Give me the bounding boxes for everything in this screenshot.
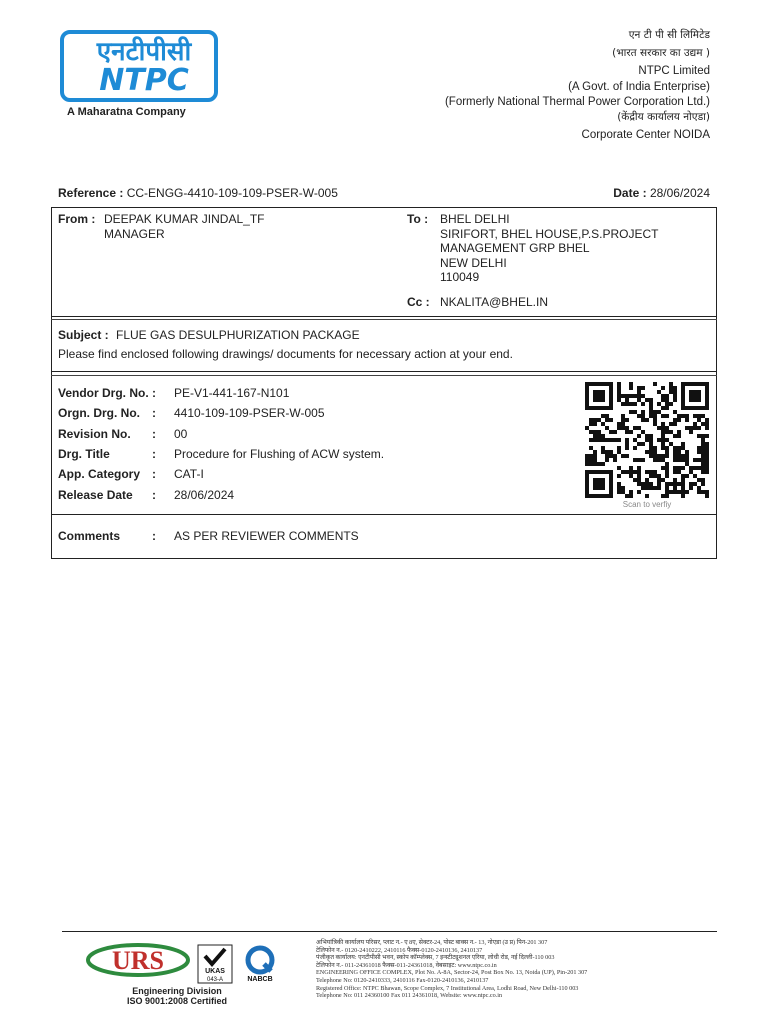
iso-certification: ISO 9001:2008 Certified	[126, 996, 228, 1006]
date	[613, 186, 710, 201]
detail-label: App. Category	[58, 467, 141, 481]
from-designation: MANAGER	[104, 227, 165, 241]
ukas-number: 043-A	[206, 977, 224, 983]
address-line: Corporate Center NOIDA	[581, 129, 710, 142]
address-line: NTPC Limited	[638, 65, 710, 78]
detail-label: Revision No.	[58, 427, 131, 441]
from-label: From :	[58, 212, 96, 226]
reference-label: Reference :	[58, 186, 124, 200]
address-line: (केंद्रीय कार्यालय नोएडा)	[617, 111, 710, 124]
from-name: DEEPAK KUMAR JINDAL_TF	[104, 212, 265, 226]
detail-separator: :	[152, 447, 156, 461]
divider	[51, 375, 717, 376]
to-label: To :	[407, 212, 429, 226]
qr-modules	[585, 382, 709, 498]
divider	[51, 319, 717, 320]
footer-line: Telephone No: 011 24360100 Fax 011 24361018, Website: www.ntpc.co.in	[316, 992, 503, 1000]
detail-separator: :	[152, 406, 156, 420]
urs-logo	[84, 940, 192, 980]
footer-line: Registered Office: NTPC Bhawan, Scope Complex, 7 Institutional Area, Lodhi Road, New Delhi-110 003	[316, 984, 579, 992]
detail-value: CAT-I	[174, 467, 204, 481]
reference-value: CC-ENGG-4410-109-109-PSER-W-005	[126, 186, 338, 200]
address-line: (A Govt. of India Enterprise)	[568, 80, 710, 93]
footer-line: टेलिफोन न.- 011-24361018 फैक्स-011-24361018, वेबसाइट: www.ntpc.co.in	[316, 961, 497, 969]
to-line: NEW DELHI	[440, 256, 507, 270]
subject-message: Please find enclosed following drawings/ documents for necessary action at your end.	[58, 347, 513, 361]
ukas-text: UKAS	[205, 968, 225, 975]
comments-separator: :	[152, 529, 156, 543]
subject-label: Subject :	[58, 328, 109, 342]
footer-line: टेलिफोन न.- 0120-2410222, 2410116 फैक्स-0120-2410136, 2410137	[316, 946, 483, 954]
address-line: एन टी पी सी लिमिटेड	[628, 29, 710, 41]
logo-english-text: NTPC	[99, 63, 189, 98]
nabcb-text: NABCB	[247, 976, 273, 983]
logo-hindi-text: एनटीपीसी	[96, 37, 192, 67]
address-line: (भारत सरकार का उद्यम )	[612, 47, 710, 60]
engineering-division: Engineering Division	[132, 986, 222, 996]
footer-line: अभियांत्रिकी कार्यालय परिसर, प्लाट न.- ए 8ए, सेक्टर-24, पोस्ट बाक्स न.- 13, नोएडा (उ प्र) पिन-201 307	[316, 939, 548, 946]
to-line: BHEL DELHI	[440, 212, 510, 226]
detail-value: 4410-109-109-PSER-W-005	[174, 406, 325, 420]
to-line: MANAGEMENT GRP BHEL	[440, 241, 590, 255]
ntpc-logo	[60, 30, 218, 102]
date-label: Date :	[613, 186, 647, 200]
date-value: 28/06/2024	[649, 186, 710, 200]
qr-caption: Scan to verfiy	[622, 500, 672, 509]
detail-value: 28/06/2024	[174, 488, 235, 502]
footer-line: पंजीकृत कार्यालय: एनटीपीसी भवन, स्कोप कॉम्प्लेक्स, 7 इन्स्टीट्यूशनल एरिया, लोधी रोड, नई दिल्ली-110 003	[316, 954, 555, 962]
footer-address	[316, 939, 587, 1000]
logo-tagline: A Maharatna Company	[67, 106, 186, 118]
detail-label: Drg. Title	[58, 447, 110, 461]
urs-logo-text: URS	[111, 946, 165, 975]
comments-label: Comments	[58, 529, 121, 543]
qr-code	[585, 382, 709, 498]
to-line: SIRIFORT, BHEL HOUSE,P.S.PROJECT	[440, 227, 659, 241]
detail-label: Vendor Drg. No. :	[58, 386, 157, 400]
detail-label: Release Date	[58, 488, 133, 502]
detail-label: Orgn. Drg. No.	[58, 406, 140, 420]
reference	[58, 186, 338, 201]
detail-value: Procedure for Flushing of ACW system.	[174, 447, 385, 461]
detail-separator: :	[152, 488, 156, 502]
subject-value: FLUE GAS DESULPHURIZATION PACKAGE	[116, 328, 360, 342]
nabcb-certification-mark	[240, 944, 280, 984]
footer-line: ENGINEERING OFFICE COMPLEX, Plot No. A-8A, Sector-24, Post Box No. 13, Noida (UP), Pin-201 307	[316, 969, 588, 977]
ukas-certification-mark	[197, 944, 233, 984]
divider	[51, 371, 717, 372]
footer-divider	[62, 931, 717, 932]
detail-separator: :	[152, 467, 156, 481]
footer-certification	[122, 986, 232, 1006]
address-line: (Formerly National Thermal Power Corporation Ltd.)	[444, 95, 710, 108]
footer-line: Telephone No: 0120-2410333, 2410116 Fax-0120-2410136, 2410137	[316, 976, 489, 984]
detail-separator: :	[152, 427, 156, 441]
cc-value: NKALITA@BHEL.IN	[440, 295, 548, 309]
detail-value: 00	[174, 427, 188, 441]
to-line: 110049	[440, 270, 480, 284]
comments-value: AS PER REVIEWER COMMENTS	[174, 529, 359, 543]
divider	[51, 514, 717, 515]
header-address	[445, 28, 710, 143]
cc-label: Cc :	[407, 295, 430, 309]
divider	[51, 316, 717, 317]
detail-value: PE-V1-441-167-N101	[174, 386, 290, 400]
